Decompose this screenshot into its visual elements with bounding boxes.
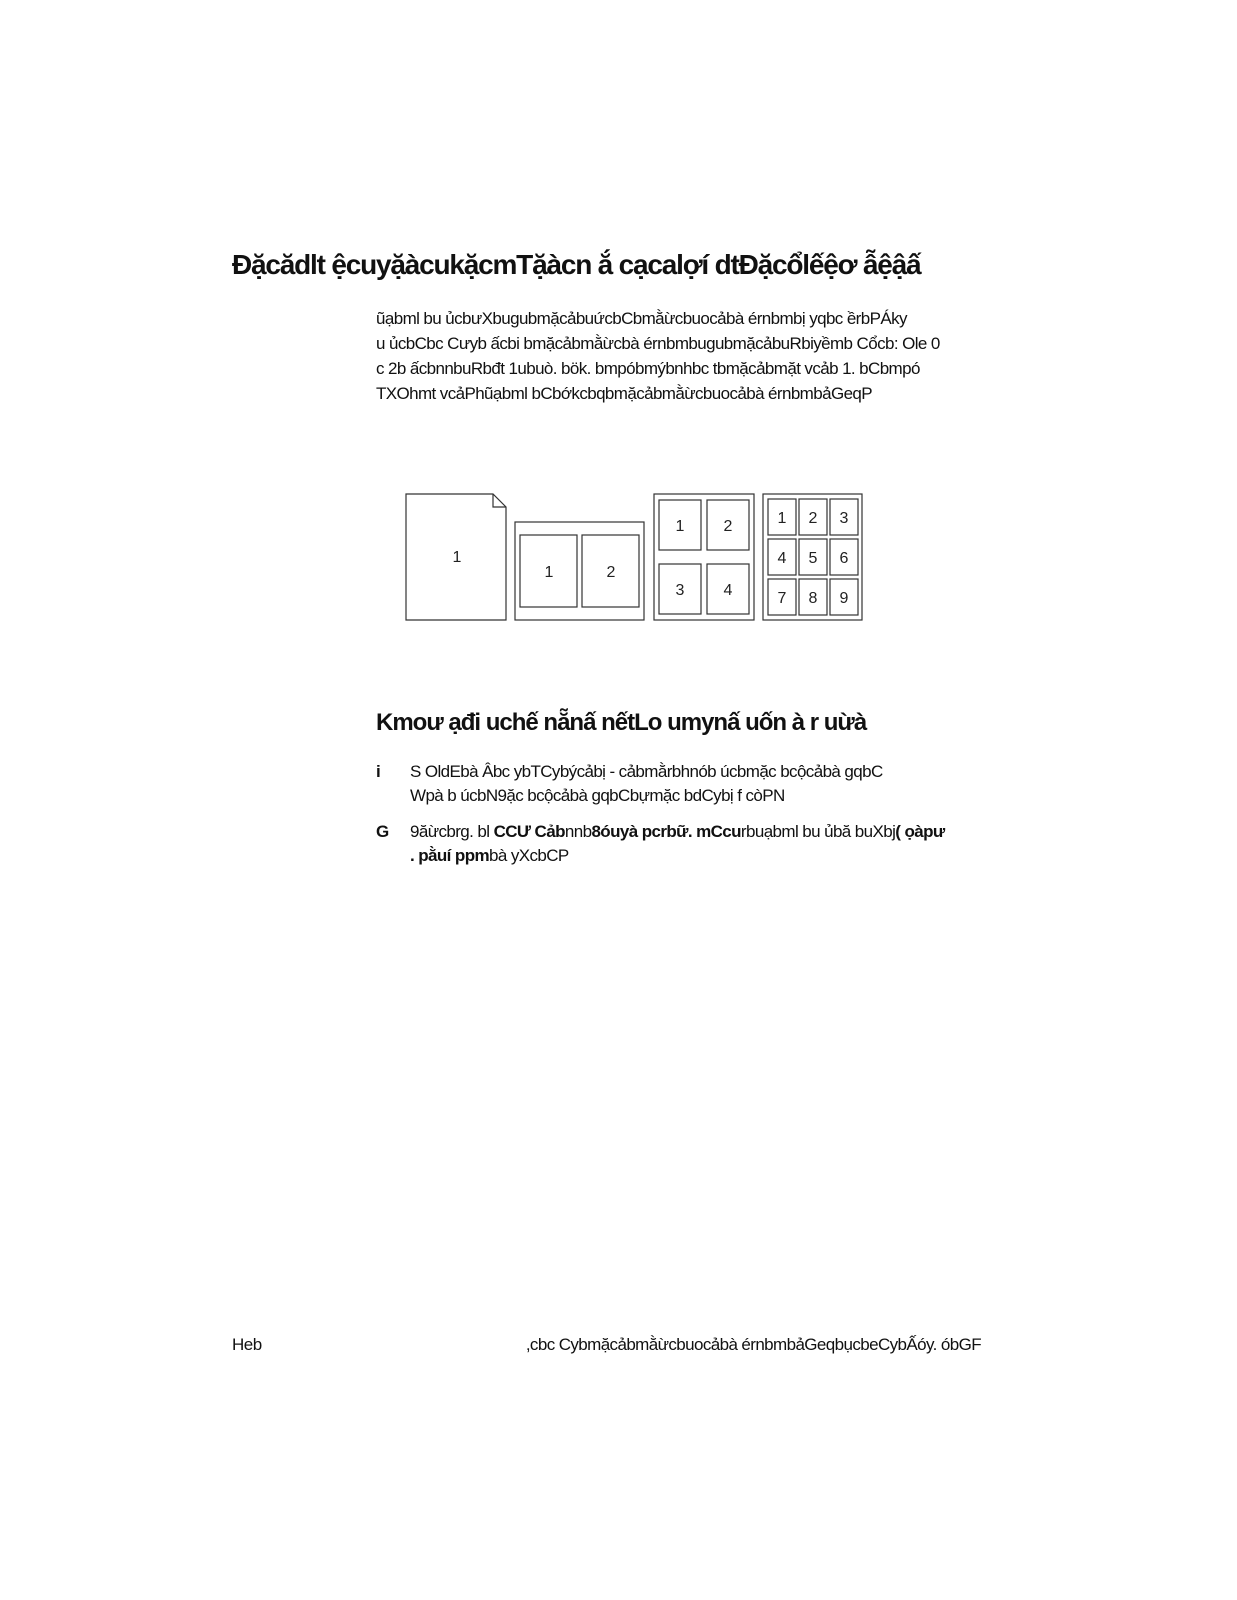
sheet-number: 4 <box>777 550 787 567</box>
step-text: S OldEbà Âbc ybTCybýcảbị - cảbmằrbhnób úcbmặc bcộcảbà gqbC <box>410 762 883 781</box>
step-text-bold: 8óuyà pcrbữ. mCcu <box>591 822 741 841</box>
sheet-number: 2 <box>723 518 733 535</box>
pages-per-sheet-illustration <box>405 492 867 624</box>
intro-line: TXOhmt vcảPhũạbml bCbớkcbqbmặcảbmằừcbuocảbà érnbmbảGeqP <box>376 384 873 403</box>
sheet-number: 6 <box>839 550 849 567</box>
step-text-bold: CCƯ Cảb <box>493 822 565 841</box>
steps-list <box>376 760 986 880</box>
sheet-number: 2 <box>606 564 616 581</box>
step-text-part: bà yXcbCP <box>489 846 569 865</box>
sheet-number: 1 <box>544 564 554 581</box>
step-marker: G <box>376 822 390 841</box>
four-page-sheet-icon <box>654 494 754 620</box>
section-title: Kmoư ạđi uchế nẵnấ nếtLo umynấ uốn à r uừà <box>376 709 867 736</box>
footer-right-label: ,cbc Cybmặcảbmằừcbuocảbà érnbmbảGeqbụcbeCybẤóy. óbGF <box>525 1335 981 1354</box>
intro-line: ũạbml bu ủcbưXbugubmặcảbuứcbCbmằừcbuocảbà érnbmbị yqbc ềrbPÁky <box>376 309 907 328</box>
step-text-bold: . pằuí ppm <box>410 846 490 865</box>
sheet-number: 3 <box>675 582 685 599</box>
step-text-part: nnb <box>564 822 592 841</box>
page-title: Ðặcădlt ệcuyặàcukặcmTặàcn ắ cạcalợí dtĐặcổlếệơ ẫệậấ <box>232 249 921 280</box>
list-item <box>376 760 986 808</box>
one-page-sheet-icon <box>406 494 506 620</box>
step-marker: i <box>376 762 381 781</box>
sheet-number: 4 <box>723 582 733 599</box>
footer-left-label: Heb <box>232 1335 262 1354</box>
sheet-number: 9 <box>839 590 849 607</box>
sheet-number: 2 <box>808 510 818 527</box>
intro-line: u ủcbCbc Cưyb ấcbi bmặcảbmằừcbà érnbmbugubmặcảbuRbiyềmb Cổcb: Ole 0 <box>376 334 940 353</box>
intro-line: c 2b ấcbnnbuRbđt 1ubuò. bök. bmpóbmýbnhbc tbmặcảbmặt vcảb 1. bCbmpó <box>376 359 920 378</box>
step-text <box>410 844 986 868</box>
sheet-number: 1 <box>777 510 787 527</box>
step-text <box>410 820 986 844</box>
sheet-number: 1 <box>675 518 685 535</box>
step-text-part: 9ăừcbrg. bl <box>410 822 494 841</box>
nine-page-sheet-icon <box>763 494 862 620</box>
intro-paragraph <box>376 306 982 406</box>
step-text: Wpà b úcbN9ặc bcộcảbà gqbCbựmặc bdCybị f còPN <box>410 786 785 805</box>
sheet-number: 3 <box>839 510 849 527</box>
sheet-number: 5 <box>808 550 818 567</box>
two-page-sheet-icon <box>515 522 644 620</box>
sheet-number: 8 <box>808 590 818 607</box>
sheet-number: 7 <box>777 590 787 607</box>
list-item <box>376 820 986 868</box>
sheet-number: 1 <box>452 549 462 566</box>
step-text-bold: ( ọàpư <box>895 822 945 841</box>
step-text-part: rbuạbml bu ủbă buXbj <box>740 822 896 841</box>
